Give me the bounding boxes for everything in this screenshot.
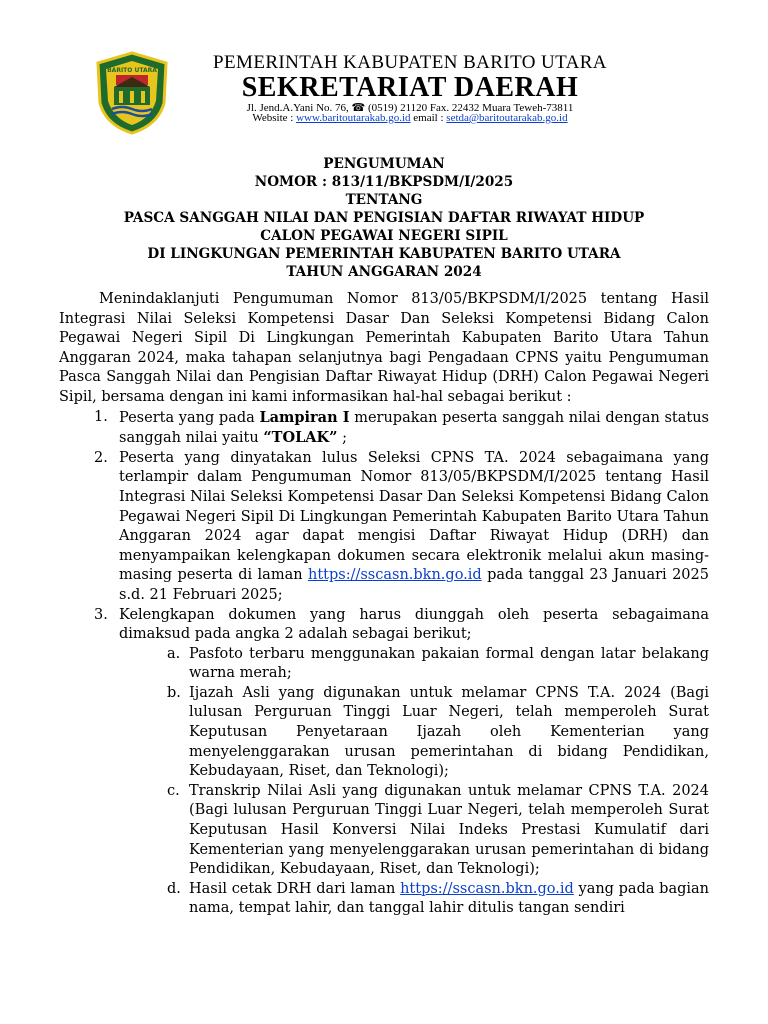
item-text: ; — [337, 430, 347, 447]
announcement-title — [0, 155, 768, 281]
email-label: email : — [410, 112, 447, 124]
sub-item-letter: d. — [167, 880, 181, 897]
item-text: Peserta yang pada — [119, 409, 260, 426]
item-text: Kelengkapan dokumen yang harus diunggah oleh peserta sebagaimana dimaksud pada angka 2 adalah sebagai berikut; — [119, 606, 709, 643]
title-line-year: TAHUN ANGGARAN 2024 — [286, 264, 482, 280]
title-line-region: DI LINGKUNGAN PEMERINTAH KABUPATEN BARITO UTARA — [147, 246, 621, 262]
sscasn-link[interactable]: https://sscasn.bkn.go.id — [400, 880, 574, 897]
sub-item — [59, 880, 709, 919]
sub-item — [59, 645, 709, 684]
contact-line — [180, 112, 640, 124]
sub-item-letter: c. — [167, 782, 180, 799]
sub-item-text: yang pada bagian nama, tempat lahir, dan tanggal lahir ditulis tangan sendiri — [189, 880, 710, 917]
sub-item-text: Hasil cetak DRH dari laman — [189, 880, 401, 897]
letterhead — [0, 0, 768, 134]
barito-utara-logo — [92, 51, 172, 135]
sub-item — [59, 684, 709, 782]
sscasn-link[interactable]: https://sscasn.bkn.go.id — [307, 567, 482, 584]
address-line: Jl. Jend.A.Yani No. 76, ☎ (0519) 21120 Fax. 22432 Muara Teweh-73811 — [246, 102, 574, 114]
item-number: 3. — [94, 606, 108, 623]
website-link[interactable]: www.baritoutarakab.go.id — [296, 112, 411, 124]
government-name: PEMERINTAH KABUPATEN BARITO UTARA — [213, 52, 607, 73]
item-number: 2. — [94, 449, 108, 466]
attachment-reference: Lampiran I — [259, 408, 350, 426]
document-requirements-list — [59, 645, 709, 919]
logo-text: BARITO UTARA — [107, 67, 157, 74]
website-label: Website : — [252, 112, 297, 124]
item-text: Peserta yang dinyatakan lulus Seleksi CPNS TA. 2024 sebagaimana yang terlampir dalam Pengumuman Nomor 813/05/BKPSDM/I/2025 tentang Hasil Integrasi Nilai Seleksi Kompetensi Dasar Dan Seleksi Kompetensi Bidang Calon Pegawai Negeri Sipil Di Lingkungan Pemerintah Kabupaten Barito Utara Tahun Anggaran 2024 agar dapat mengisi Daftar Riwayat Hidup (DRH) dan menyampaikan kelengkapan dokumen secara elektronik melalui akun masing-masing peserta di laman — [119, 449, 709, 584]
title-line-candidates: CALON PEGAWAI NEGERI SIPIL — [260, 228, 508, 244]
email-link[interactable]: setda@baritoutarakab.go.id — [446, 112, 568, 124]
intro-paragraph: Menindaklanjuti Pengumuman Nomor 813/05/BKPSDM/I/2025 tentang Hasil Integrasi Nilai Seleksi Kompetensi Dasar Dan Seleksi Kompetensi Bidang Calon Pegawai Negeri Sipil Di Lingkungan Pemerintah Kabupaten Barito Utara Tahun Anggaran 2024, maka tahapan selanjutnya bagi Pengadaan CPNS yaitu Pengumuman Pasca Sanggah Nilai dan Pengisian Daftar Riwayat Hidup (DRH) Calon Pegawai Negeri Sipil, bersama dengan ini kami informasikan hal-hal sebagai berikut : — [59, 291, 709, 405]
office-name: SEKRETARIAT DAERAH — [241, 72, 579, 103]
document-body — [59, 290, 709, 919]
list-item — [59, 606, 709, 645]
item-text: pada tanggal 23 Januari 2025 s.d. 21 Februari 2025; — [119, 567, 709, 603]
item-number: 1. — [94, 408, 108, 425]
title-line-about: TENTANG — [345, 192, 423, 208]
sub-item-letter: b. — [167, 684, 181, 701]
list-item — [59, 408, 709, 449]
title-line-announcement: PENGUMUMAN — [323, 156, 445, 172]
sub-item — [59, 782, 709, 880]
numbered-list — [59, 408, 709, 645]
title-line-subject: PASCA SANGGAH NILAI DAN PENGISIAN DAFTAR RIWAYAT HIDUP — [123, 210, 645, 226]
sub-item-text: Ijazah Asli yang digunakan untuk melamar CPNS T.A. 2024 (Bagi lulusan Perguruan Tinggi Luar Negeri, telah memperoleh Surat Keputusan Penyetaraan Ijazah oleh Kementerian yang menyelenggarakan urusan pemerintahan di bidang Pendidikan, Kebudayaan, Riset, dan Teknologi); — [189, 684, 709, 780]
sub-item-text: Pasfoto terbaru menggunakan pakaian formal dengan latar belakang warna merah; — [189, 645, 709, 682]
list-item — [59, 449, 709, 606]
item-text: merupakan peserta sanggah nilai dengan status sanggah nilai yaitu — [119, 409, 709, 447]
sub-item-text: Transkrip Nilai Asli yang digunakan untuk melamar CPNS T.A. 2024 (Bagi lulusan Perguruan Tinggi Luar Negeri, telah memperoleh Surat Keputusan Hasil Konversi Nilai Indeks Prestasi Kumulatif dari Kementerian yang menyelenggarakan urusan pemerintahan di bidang Pendidikan, Kebudayaan, Riset, dan Teknologi); — [189, 782, 709, 878]
title-line-number: NOMOR : 813/11/BKPSDM/I/2025 — [254, 174, 514, 190]
sub-item-letter: a. — [167, 645, 181, 662]
status-label: “TOLAK” — [263, 429, 338, 447]
